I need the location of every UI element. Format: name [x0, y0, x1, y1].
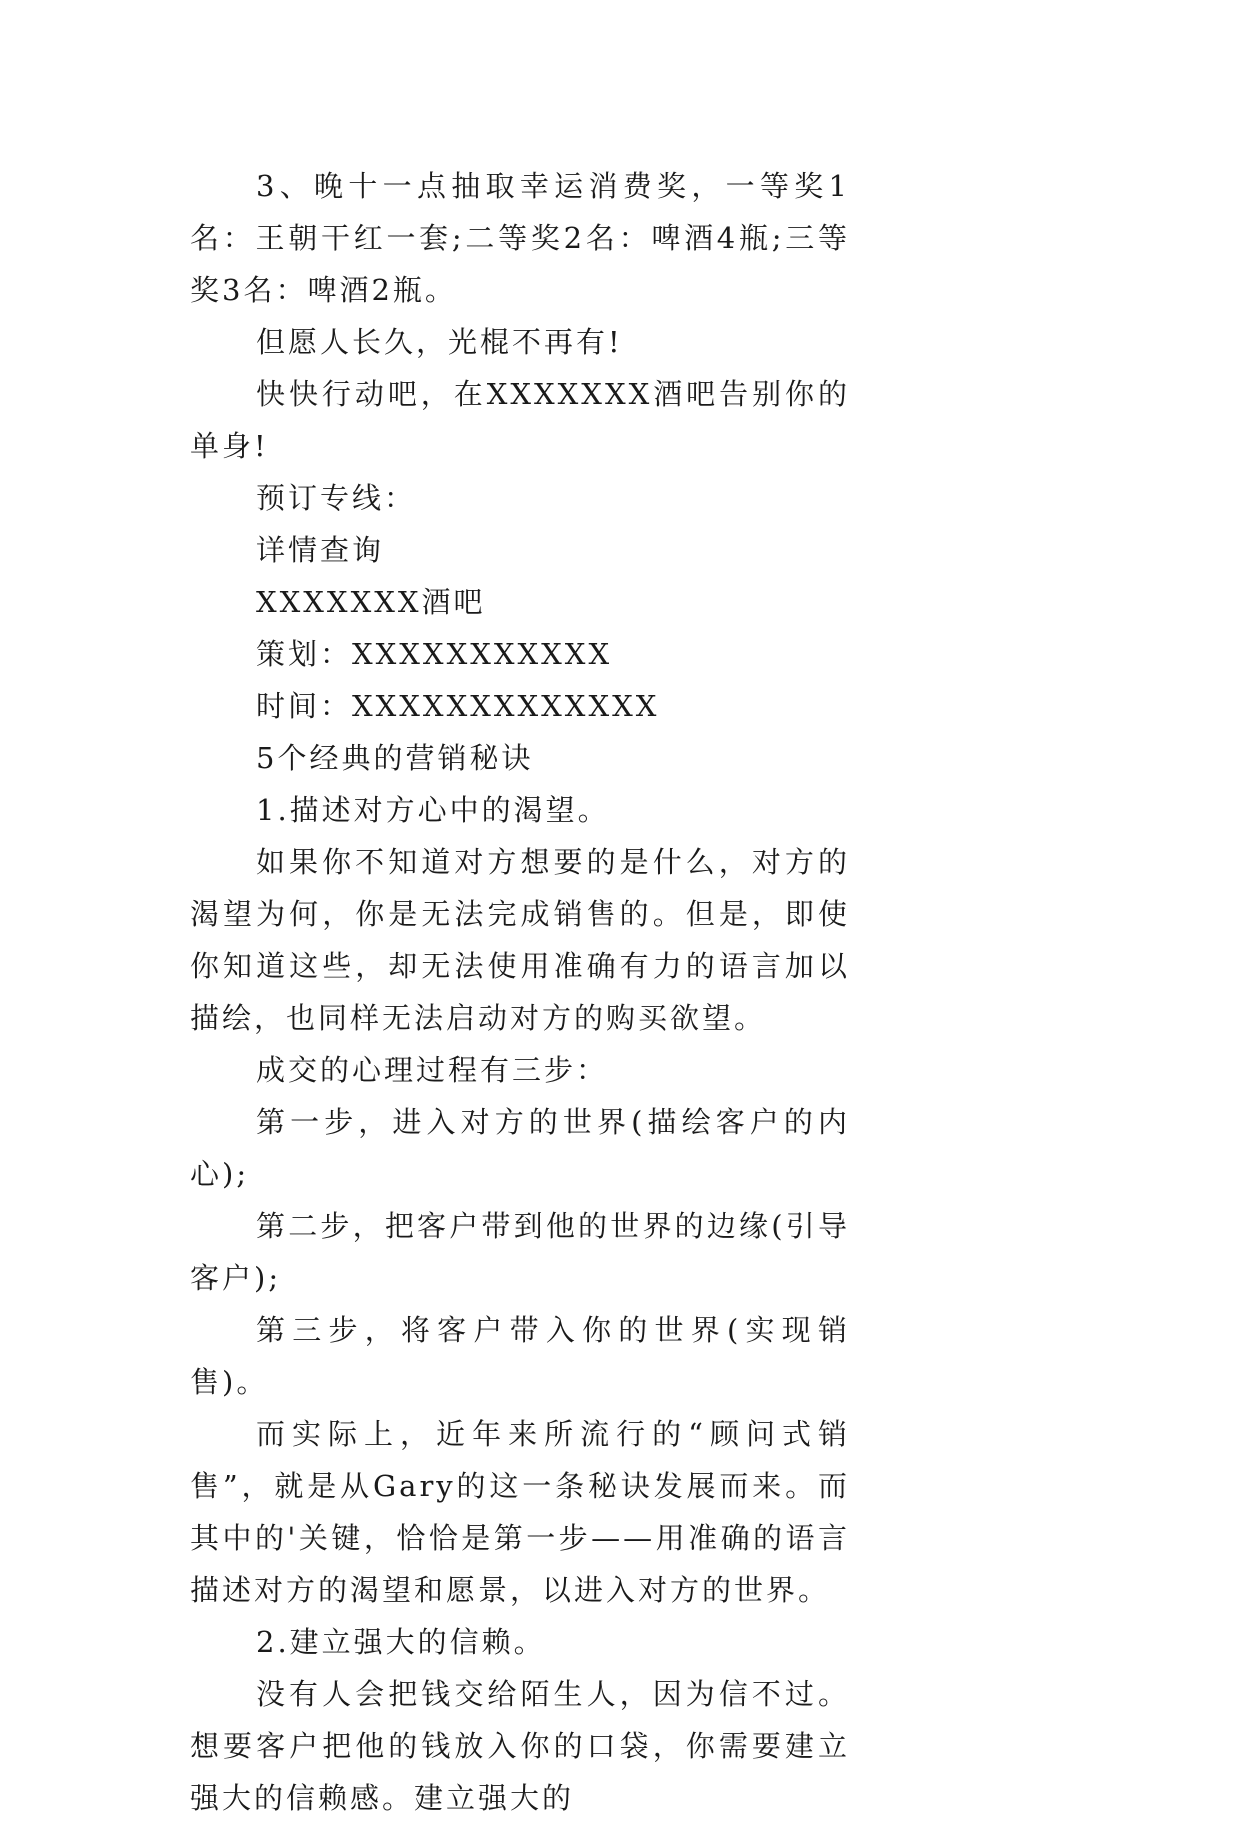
paragraph-step-1: 第一步，进入对方的世界(描绘客户的内心); [190, 1105, 850, 1191]
document-body [190, 160, 850, 1824]
paragraph-three-steps-intro: 成交的心理过程有三步： [256, 1053, 609, 1087]
paragraph-step-3: 第三步，将客户带入你的世界(实现销售)。 [190, 1313, 850, 1399]
section-heading-marketing-tips: 5个经典的营销秘诀 [256, 741, 534, 775]
paragraph-planner: 策划：XXXXXXXXXXX [256, 637, 613, 671]
paragraph-bar-name: XXXXXXX酒吧 [256, 585, 486, 619]
paragraph-tip-2-body: 没有人会把钱交给陌生人，因为信不过。想要客户把他的钱放入你的口袋，你需要建立强大的信赖感。建立强大的 [190, 1677, 850, 1815]
paragraph-time: 时间：XXXXXXXXXXXXX [256, 689, 660, 723]
paragraph-consultative-selling: 而实际上，近年来所流行的“顾问式销售”，就是从Gary的这一条秘诀发展而来。而其中的'关键，恰恰是第一步——用准确的语言描述对方的渴望和愿景，以进入对方的世界。 [190, 1417, 850, 1607]
tip-heading-1: 1.描述对方心中的渴望。 [256, 793, 610, 827]
paragraph-inquiry: 详情查询 [256, 533, 385, 567]
tip-heading-2: 2.建立强大的信赖。 [256, 1625, 546, 1659]
paragraph-slogan: 但愿人长久，光棍不再有! [256, 325, 623, 359]
paragraph-tip-1-body: 如果你不知道对方想要的是什么，对方的渴望为何，你是无法完成销售的。但是，即使你知道这些，却无法使用准确有力的语言加以描绘，也同样无法启动对方的购买欲望。 [190, 845, 850, 1035]
paragraph-lottery-prizes: 3、晚十一点抽取幸运消费奖，一等奖1名：王朝干红一套;二等奖2名：啤酒4瓶;三等奖3名：啤酒2瓶。 [190, 169, 850, 307]
paragraph-call-to-action: 快快行动吧，在XXXXXXX酒吧告别你的单身! [190, 377, 850, 463]
paragraph-booking-line: 预订专线： [256, 481, 417, 515]
paragraph-step-2: 第二步，把客户带到他的世界的边缘(引导客户); [190, 1209, 850, 1295]
